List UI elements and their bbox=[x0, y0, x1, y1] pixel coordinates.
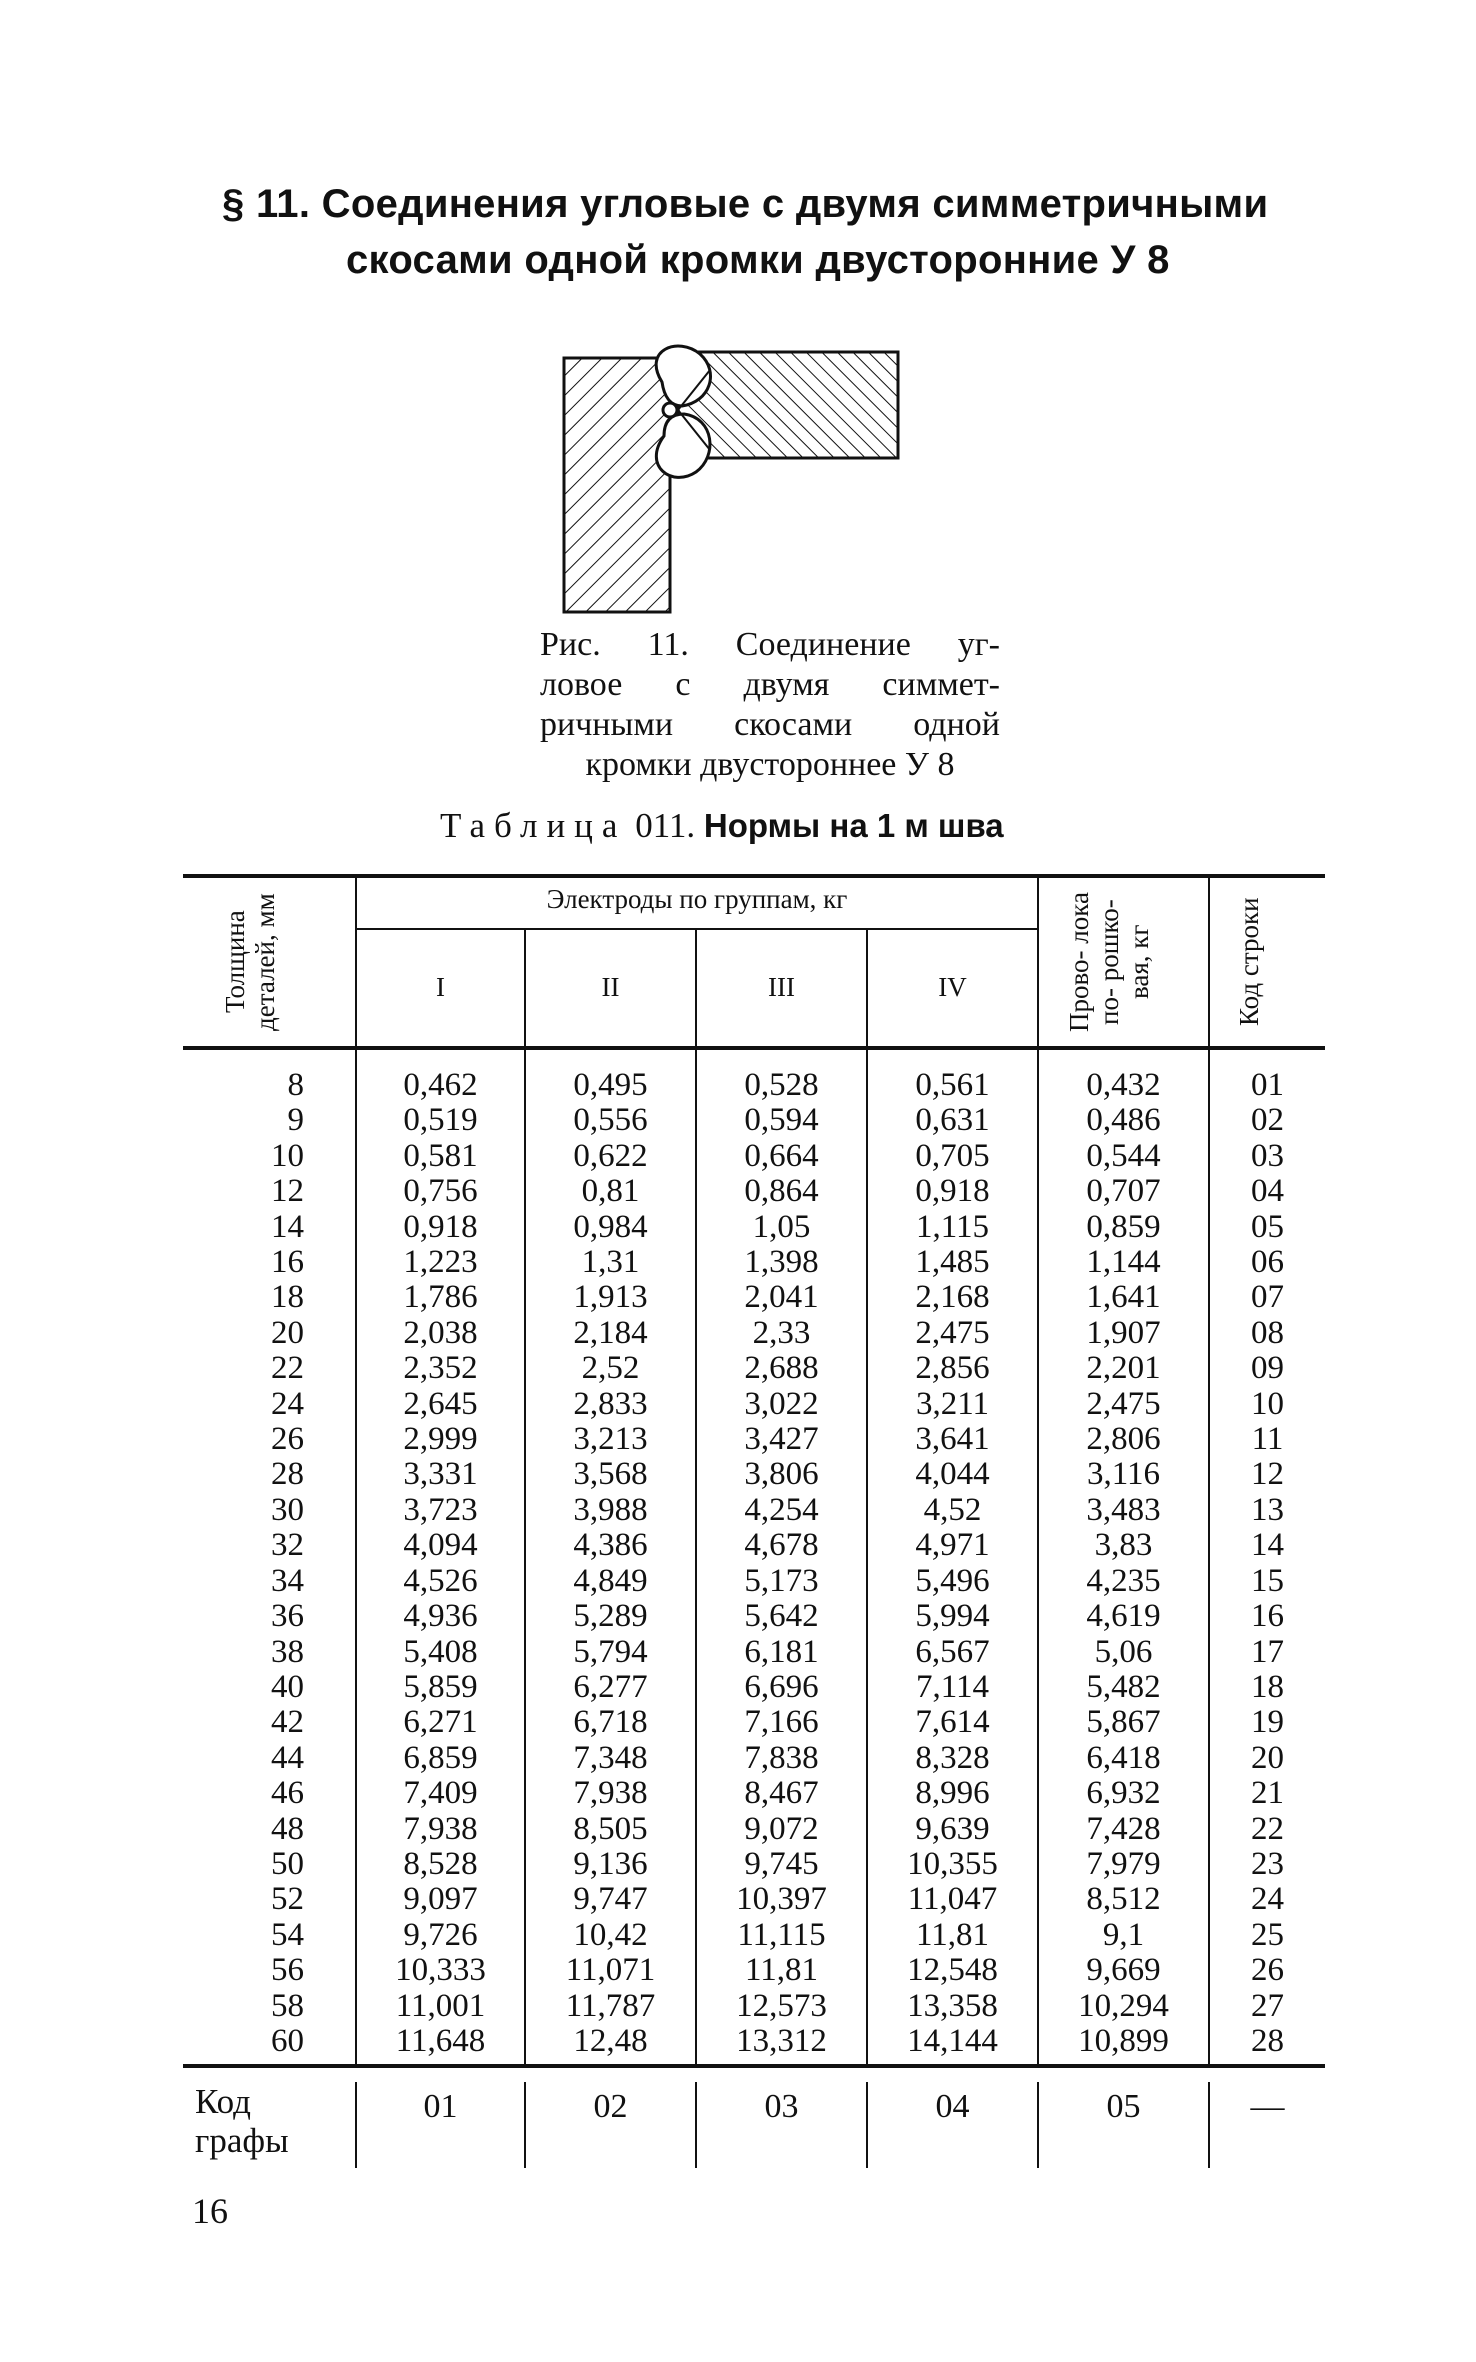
table-cell: 9,745 bbox=[744, 1845, 819, 1882]
table-cell: 0,864 bbox=[744, 1173, 819, 1210]
table-cell: 9 bbox=[287, 1102, 304, 1139]
header-row-code: Код строки bbox=[1234, 897, 1264, 1027]
caption-line: ричными скосами одной bbox=[540, 706, 1000, 743]
table-cell: 4,849 bbox=[573, 1562, 648, 1599]
table-cell: 23 bbox=[1251, 1845, 1284, 1882]
table-cell: 7,114 bbox=[915, 1668, 990, 1705]
table-cell: 0,984 bbox=[573, 1208, 648, 1245]
table-cell: 58 bbox=[271, 1987, 304, 2024]
table-cell: 3,641 bbox=[915, 1421, 990, 1458]
table-cell: 0,664 bbox=[744, 1137, 819, 1174]
table-cell: 4,52 bbox=[923, 1491, 982, 1528]
table-cell: 48 bbox=[271, 1810, 304, 1847]
table-cell: 10,294 bbox=[1078, 1987, 1169, 2024]
table-cell: 6,567 bbox=[915, 1633, 990, 1670]
table-cell: 3,988 bbox=[573, 1491, 648, 1528]
table-cell: 13 bbox=[1251, 1491, 1284, 1528]
table-cell: 1,398 bbox=[744, 1244, 819, 1281]
table-cell: 52 bbox=[271, 1881, 304, 1918]
footer-code: 03 bbox=[764, 2088, 799, 2125]
table-cell: 20 bbox=[1251, 1739, 1284, 1776]
table-cell: 1,05 bbox=[752, 1208, 811, 1245]
footer-code: 02 bbox=[593, 2088, 628, 2125]
table-cell: 9,097 bbox=[403, 1881, 478, 1918]
table-cell: 3,83 bbox=[1094, 1527, 1153, 1564]
table-cell: 06 bbox=[1251, 1244, 1284, 1281]
table-cell: 9,639 bbox=[915, 1810, 990, 1847]
table-cell: 4,094 bbox=[403, 1527, 478, 1564]
table-cell: 11,047 bbox=[907, 1881, 998, 1918]
table-cell: 7,428 bbox=[1086, 1810, 1161, 1847]
table-cell: 01 bbox=[1251, 1067, 1284, 1103]
header-group-I: I bbox=[436, 972, 445, 1002]
table-cell: 6,696 bbox=[744, 1668, 819, 1705]
table-cell: 3,213 bbox=[573, 1421, 648, 1458]
table-cell: 26 bbox=[1251, 1952, 1284, 1989]
col-group-IV bbox=[868, 1068, 1037, 2059]
footer-code: 05 bbox=[1106, 2088, 1141, 2125]
table-cell: 0,918 bbox=[915, 1173, 990, 1210]
table-cell: 0,495 bbox=[573, 1067, 648, 1103]
table-cell: 04 bbox=[1251, 1173, 1284, 1210]
weld-joint-figure bbox=[560, 340, 910, 620]
table-cell: 14,144 bbox=[907, 2022, 998, 2059]
table-cell: 27 bbox=[1251, 1987, 1284, 2024]
table-cell: 0,631 bbox=[915, 1102, 990, 1139]
col-wire bbox=[1039, 1068, 1208, 2059]
table-cell: 6,271 bbox=[403, 1704, 478, 1741]
table-cell: 11,001 bbox=[395, 1987, 486, 2024]
table-cell: 1,115 bbox=[915, 1208, 990, 1245]
table-cell: 7,938 bbox=[403, 1810, 478, 1847]
table-cell: 46 bbox=[271, 1775, 304, 1812]
table-cell: 54 bbox=[271, 1916, 304, 1953]
table-cell: 14 bbox=[1251, 1527, 1284, 1564]
table-cell: 5,173 bbox=[744, 1562, 819, 1599]
table-cell: 44 bbox=[271, 1739, 304, 1776]
section-heading bbox=[222, 176, 1268, 288]
table-cell: 8,467 bbox=[744, 1775, 819, 1812]
table-cell: 2,201 bbox=[1086, 1350, 1161, 1387]
table-cell: 28 bbox=[1251, 2022, 1284, 2059]
table-cell: 3,116 bbox=[1086, 1456, 1161, 1493]
table-cell: 0,707 bbox=[1086, 1173, 1161, 1210]
table-cell: 3,427 bbox=[744, 1421, 819, 1458]
table-cell: 1,913 bbox=[573, 1279, 648, 1316]
table-cell: 2,168 bbox=[915, 1279, 990, 1316]
caption-line: Рис. 11. Соединение уг- bbox=[540, 626, 1000, 663]
caption-line: кромки двустороннее У 8 bbox=[585, 746, 955, 783]
table-cell: 36 bbox=[271, 1598, 304, 1635]
table-cell: 2,038 bbox=[403, 1314, 478, 1351]
table-cell: 7,409 bbox=[403, 1775, 478, 1812]
table-cell: 05 bbox=[1251, 1208, 1284, 1245]
table-cell: 9,1 bbox=[1102, 1916, 1145, 1953]
table-cell: 1,31 bbox=[581, 1244, 640, 1281]
table-cell: 10,899 bbox=[1078, 2022, 1169, 2059]
caption-line: ловое с двумя симмет- bbox=[540, 666, 1000, 703]
table-cell: 11,81 bbox=[744, 1952, 819, 1989]
table-cell: 2,475 bbox=[915, 1314, 990, 1351]
col-group-II bbox=[526, 1068, 695, 2059]
table-cell: 0,432 bbox=[1086, 1067, 1161, 1103]
table-cell: 0,528 bbox=[744, 1067, 819, 1103]
table-cell: 4,971 bbox=[915, 1527, 990, 1564]
table-cell: 11,648 bbox=[395, 2022, 486, 2059]
table-cell: 28 bbox=[271, 1456, 304, 1493]
table-cell: 9,726 bbox=[403, 1916, 478, 1953]
table-cell: 5,408 bbox=[403, 1633, 478, 1670]
table-cell: 5,496 bbox=[915, 1562, 990, 1599]
table-cell: 0,918 bbox=[403, 1208, 478, 1245]
table-cell: 9,072 bbox=[744, 1810, 819, 1847]
heading-line-2: скосами одной кромки двусторонние У 8 bbox=[346, 238, 1170, 282]
table-cell: 02 bbox=[1251, 1102, 1284, 1139]
table-cell: 11,81 bbox=[915, 1916, 990, 1953]
table-cell: 10 bbox=[271, 1137, 304, 1174]
table-cell: 4,386 bbox=[573, 1527, 648, 1564]
table-cell: 5,06 bbox=[1094, 1633, 1153, 1670]
table-cell: 21 bbox=[1251, 1775, 1284, 1812]
table-cell: 2,33 bbox=[752, 1314, 811, 1351]
table-cell: 13,358 bbox=[907, 1987, 998, 2024]
table-cell: 2,041 bbox=[744, 1279, 819, 1316]
table-title-number: 011. bbox=[635, 806, 696, 845]
table-cell: 0,859 bbox=[1086, 1208, 1161, 1245]
table-cell: 9,136 bbox=[573, 1845, 648, 1882]
table-cell: 9,669 bbox=[1086, 1952, 1161, 1989]
table-cell: 10,397 bbox=[736, 1881, 827, 1918]
table-cell: 11,071 bbox=[565, 1952, 656, 1989]
table-cell: 1,907 bbox=[1086, 1314, 1161, 1351]
table-cell: 9,747 bbox=[573, 1881, 648, 1918]
page-number: 16 bbox=[192, 2191, 228, 2231]
table-cell: 32 bbox=[271, 1527, 304, 1564]
table-cell: 5,867 bbox=[1086, 1704, 1161, 1741]
table-cell: 2,645 bbox=[403, 1385, 478, 1422]
table-cell: 5,482 bbox=[1086, 1668, 1161, 1705]
table-cell: 18 bbox=[271, 1279, 304, 1316]
table-cell: 1,641 bbox=[1086, 1279, 1161, 1316]
table-cell: 11 bbox=[1251, 1421, 1284, 1458]
table-cell: 4,254 bbox=[744, 1491, 819, 1528]
table-cell: 34 bbox=[271, 1562, 304, 1599]
footer-code: 01 bbox=[423, 2088, 458, 2125]
header-thickness: Толщина деталей, мм bbox=[220, 893, 280, 1031]
table-cell: 6,277 bbox=[573, 1668, 648, 1705]
table-cell: 2,833 bbox=[573, 1385, 648, 1422]
table-cell: 22 bbox=[271, 1350, 304, 1387]
table-cell: 4,044 bbox=[915, 1456, 990, 1493]
table-cell: 10,355 bbox=[907, 1845, 998, 1882]
table-cell: 0,756 bbox=[403, 1173, 478, 1210]
table-cell: 22 bbox=[1251, 1810, 1284, 1847]
table-cell: 24 bbox=[1251, 1881, 1284, 1918]
table-cell: 40 bbox=[271, 1668, 304, 1705]
table-cell: 12,548 bbox=[907, 1952, 998, 1989]
header-electrodes: Электроды по группам, кг bbox=[546, 884, 848, 914]
table-cell: 7,979 bbox=[1086, 1845, 1161, 1882]
table-cell: 2,352 bbox=[403, 1350, 478, 1387]
table-cell: 26 bbox=[271, 1421, 304, 1458]
table-cell: 10 bbox=[1251, 1385, 1284, 1422]
header-group-III: III bbox=[768, 972, 795, 1002]
table-cell: 20 bbox=[271, 1314, 304, 1351]
figure-caption bbox=[540, 625, 1000, 785]
table-cell: 4,936 bbox=[403, 1598, 478, 1635]
table-cell: 10,333 bbox=[395, 1952, 486, 1989]
table-cell: 03 bbox=[1251, 1137, 1284, 1174]
table-cell: 12 bbox=[1251, 1456, 1284, 1493]
table-cell: 56 bbox=[271, 1952, 304, 1989]
table-cell: 6,181 bbox=[744, 1633, 819, 1670]
table-cell: 6,932 bbox=[1086, 1775, 1161, 1812]
table-cell: 2,806 bbox=[1086, 1421, 1161, 1458]
table-cell: 5,994 bbox=[915, 1598, 990, 1635]
heading-line-1: § 11. Соединения угловые с двумя симметричными bbox=[222, 182, 1269, 226]
table-cell: 19 bbox=[1251, 1704, 1284, 1741]
table-cell: 16 bbox=[271, 1244, 304, 1281]
table-cell: 0,556 bbox=[573, 1102, 648, 1139]
table-cell: 4,619 bbox=[1086, 1598, 1161, 1635]
table-cell: 1,485 bbox=[915, 1244, 990, 1281]
table-cell: 0,81 bbox=[581, 1173, 640, 1210]
table-cell: 25 bbox=[1251, 1916, 1284, 1953]
table-cell: 12 bbox=[271, 1173, 304, 1210]
table-cell: 8,996 bbox=[915, 1775, 990, 1812]
col-group-III bbox=[697, 1068, 866, 2059]
table-title-prefix: Таблица bbox=[440, 806, 627, 845]
table-cell: 12,573 bbox=[736, 1987, 827, 2024]
table-cell: 8,528 bbox=[403, 1845, 478, 1882]
footer-code: 04 bbox=[935, 2088, 970, 2125]
table-cell: 8,328 bbox=[915, 1739, 990, 1776]
table-title bbox=[440, 806, 1004, 846]
table-cell: 42 bbox=[271, 1704, 304, 1741]
table-cell: 4,678 bbox=[744, 1527, 819, 1564]
table-cell: 5,794 bbox=[573, 1633, 648, 1670]
table-cell: 6,418 bbox=[1086, 1739, 1161, 1776]
table-cell: 0,622 bbox=[573, 1137, 648, 1174]
table-cell: 0,705 bbox=[915, 1137, 990, 1174]
table-cell: 10,42 bbox=[573, 1916, 648, 1953]
table-cell: 07 bbox=[1251, 1279, 1284, 1316]
table-cell: 38 bbox=[271, 1633, 304, 1670]
footer-code: — bbox=[1250, 2088, 1285, 2125]
table-cell: 3,211 bbox=[915, 1385, 990, 1422]
table-cell: 0,519 bbox=[403, 1102, 478, 1139]
table-cell: 1,144 bbox=[1086, 1244, 1161, 1281]
table-cell: 1,786 bbox=[403, 1279, 478, 1316]
electrodes-underline bbox=[357, 928, 1037, 930]
table-cell: 4,526 bbox=[403, 1562, 478, 1599]
table-cell: 8,512 bbox=[1086, 1881, 1161, 1918]
table-cell: 2,999 bbox=[403, 1421, 478, 1458]
table-cell: 18 bbox=[1251, 1668, 1284, 1705]
table-cell: 8,505 bbox=[573, 1810, 648, 1847]
table-cell: 17 bbox=[1251, 1633, 1284, 1670]
table-cell: 3,568 bbox=[573, 1456, 648, 1493]
table-cell: 30 bbox=[271, 1491, 304, 1528]
table-cell: 3,806 bbox=[744, 1456, 819, 1493]
table-cell: 0,581 bbox=[403, 1137, 478, 1174]
table-cell: 5,859 bbox=[403, 1668, 478, 1705]
table-cell: 4,235 bbox=[1086, 1562, 1161, 1599]
header-group-IV: IV bbox=[938, 972, 967, 1002]
table-cell: 3,483 bbox=[1086, 1491, 1161, 1528]
table-cell: 2,856 bbox=[915, 1350, 990, 1387]
footer-label: Код графы bbox=[195, 2082, 289, 2160]
table-cell: 0,462 bbox=[403, 1067, 478, 1103]
table-cell: 7,938 bbox=[573, 1775, 648, 1812]
table-cell: 3,331 bbox=[403, 1456, 478, 1493]
table-cell: 7,166 bbox=[744, 1704, 819, 1741]
table-cell: 5,289 bbox=[573, 1598, 648, 1635]
table-cell: 60 bbox=[271, 2022, 304, 2059]
table-cell: 13,312 bbox=[736, 2022, 827, 2059]
col-thickness bbox=[240, 1068, 304, 2059]
table-cell: 7,838 bbox=[744, 1739, 819, 1776]
table-cell: 14 bbox=[271, 1208, 304, 1245]
table-cell: 50 bbox=[271, 1845, 304, 1882]
table-cell: 16 bbox=[1251, 1598, 1284, 1635]
table-cell: 2,184 bbox=[573, 1314, 648, 1351]
table-cell: 0,594 bbox=[744, 1102, 819, 1139]
table-cell: 7,614 bbox=[915, 1704, 990, 1741]
table-cell: 08 bbox=[1251, 1314, 1284, 1351]
col-divider bbox=[1208, 876, 1210, 1048]
table-cell: 09 bbox=[1251, 1350, 1284, 1387]
table-cell: 2,52 bbox=[581, 1350, 640, 1387]
table-cell: 0,486 bbox=[1086, 1102, 1161, 1139]
header-group-II: II bbox=[601, 972, 620, 1002]
table-cell: 8 bbox=[287, 1067, 304, 1103]
table-cell: 12,48 bbox=[573, 2022, 648, 2059]
table-cell: 0,561 bbox=[915, 1067, 990, 1103]
header-wire: Прово- лока по- рошко- вая, кг bbox=[1064, 892, 1154, 1032]
col-divider bbox=[1037, 876, 1039, 1048]
col-group-I bbox=[357, 1068, 524, 2059]
table-cell: 6,718 bbox=[573, 1704, 648, 1741]
table-cell: 5,642 bbox=[744, 1598, 819, 1635]
table-cell: 1,223 bbox=[403, 1244, 478, 1281]
table-cell: 2,688 bbox=[744, 1350, 819, 1387]
table-cell: 24 bbox=[271, 1385, 304, 1422]
table-title-text: Нормы на 1 м шва bbox=[703, 807, 1004, 844]
table-cell: 0,544 bbox=[1086, 1137, 1161, 1174]
table-cell: 11,787 bbox=[565, 1987, 656, 2024]
table-cell: 3,723 bbox=[403, 1491, 478, 1528]
table-cell: 15 bbox=[1251, 1562, 1284, 1599]
table-cell: 6,859 bbox=[403, 1739, 478, 1776]
table-cell: 3,022 bbox=[744, 1385, 819, 1422]
table-cell: 7,348 bbox=[573, 1739, 648, 1776]
table-cell: 11,115 bbox=[737, 1916, 826, 1953]
table-cell: 2,475 bbox=[1086, 1385, 1161, 1422]
col-row-code bbox=[1210, 1068, 1325, 2059]
